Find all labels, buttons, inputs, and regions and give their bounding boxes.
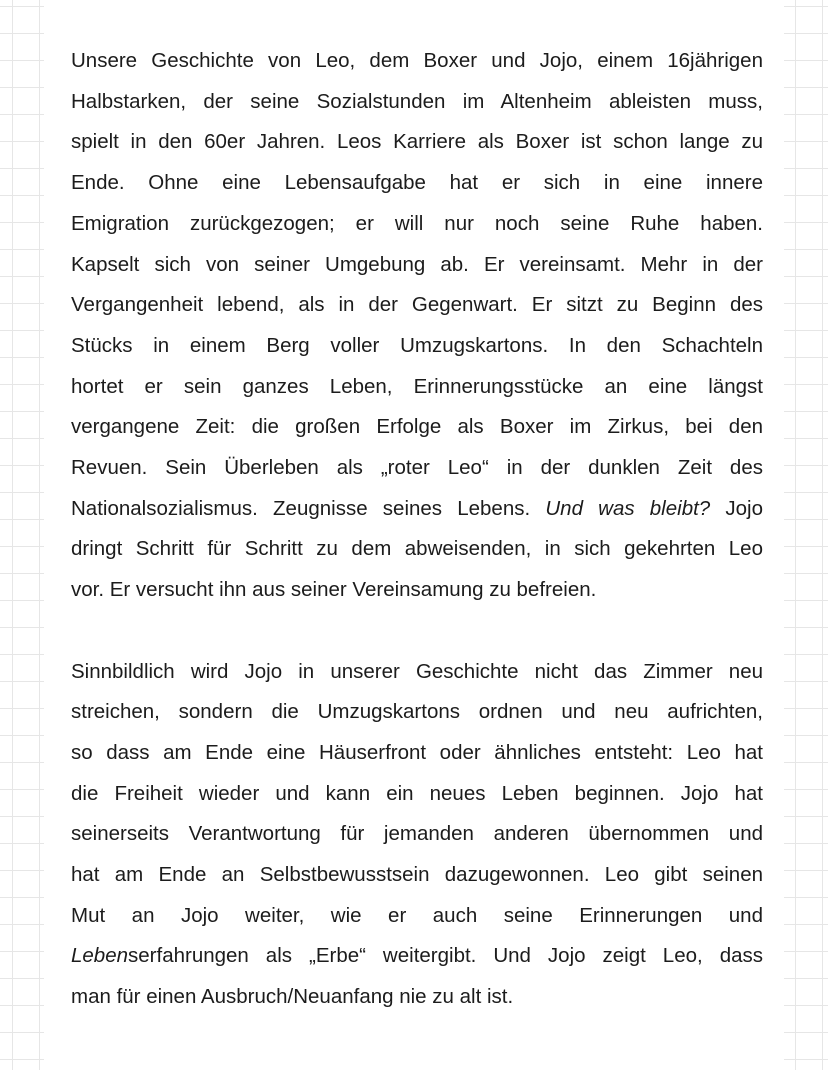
text-line: seinerseits Verantwortung für jemanden anderen übernommen und xyxy=(71,822,763,846)
text-run: Jojo xyxy=(710,496,763,520)
text-line: hat am Ende an Selbstbewusstsein dazugewonnen. Leo gibt seinen xyxy=(71,863,763,887)
text-line: vergangene Zeit: die großen Erfolge als Boxer im Zirkus, bei den xyxy=(71,415,763,439)
text-line: Vergangenheit lebend, als in der Gegenwart. Er sitzt zu Beginn des xyxy=(71,293,763,317)
text-line: hortet er sein ganzes Leben, Erinnerungsstücke an eine längst xyxy=(71,374,763,398)
text-line: Revuen. Sein Überleben als „roter Leo“ in der dunklen Zeit des xyxy=(71,456,763,480)
text-line xyxy=(71,489,763,530)
text-line: vor. Er versucht ihn aus seiner Vereinsamung zu befreien. xyxy=(71,578,597,602)
text-line: Sinnbildlich wird Jojo in unserer Geschichte nicht das Zimmer neu xyxy=(71,659,763,683)
paragraph-2 xyxy=(71,652,763,1018)
italic-emphasis: Leben xyxy=(71,944,129,968)
text-line: streichen, sondern die Umzugskartons ordnen und neu aufrichten, xyxy=(71,700,763,724)
text-line: Emigration zurückgezogen; er will nur noch seine Ruhe haben. xyxy=(71,211,763,235)
document-body xyxy=(71,41,763,1018)
text-line: Kapselt sich von seiner Umgebung ab. Er vereinsamt. Mehr in der xyxy=(71,252,763,276)
text-line xyxy=(71,936,763,977)
text-line: die Freiheit wieder und kann ein neues Leben beginnen. Jojo hat xyxy=(71,781,763,805)
text-run: serfahrungen als „Erbe“ weitergibt. Und Jojo zeigt Leo, dass xyxy=(128,944,763,968)
text-line: man für einen Ausbruch/Neuanfang nie zu alt ist. xyxy=(71,985,514,1009)
italic-question: Und was bleibt? xyxy=(545,496,711,520)
text-line: Stücks in einem Berg voller Umzugskartons. In den Schachteln xyxy=(71,333,763,357)
text-line: so dass am Ende eine Häuserfront oder ähnliches entsteht: Leo hat xyxy=(71,740,763,764)
text-line: dringt Schritt für Schritt zu dem abweisenden, in sich gekehrten Leo xyxy=(71,537,763,561)
text-line: spielt in den 60er Jahren. Leos Karriere als Boxer ist schon lange zu xyxy=(71,130,763,154)
text-line: Unsere Geschichte von Leo, dem Boxer und Jojo, einem 16jährigen xyxy=(71,49,763,72)
text-line: Ende. Ohne eine Lebensaufgabe hat er sich in eine innere xyxy=(71,171,763,195)
text-run: Nationalsozialismus. Zeugnisse seines Lebens. xyxy=(71,496,546,520)
text-line: Halbstarken, der seine Sozialstunden im Altenheim ableisten muss, xyxy=(71,89,763,113)
paragraph-1 xyxy=(71,41,763,611)
text-line: Mut an Jojo weiter, wie er auch seine Erinnerungen und xyxy=(71,903,763,927)
